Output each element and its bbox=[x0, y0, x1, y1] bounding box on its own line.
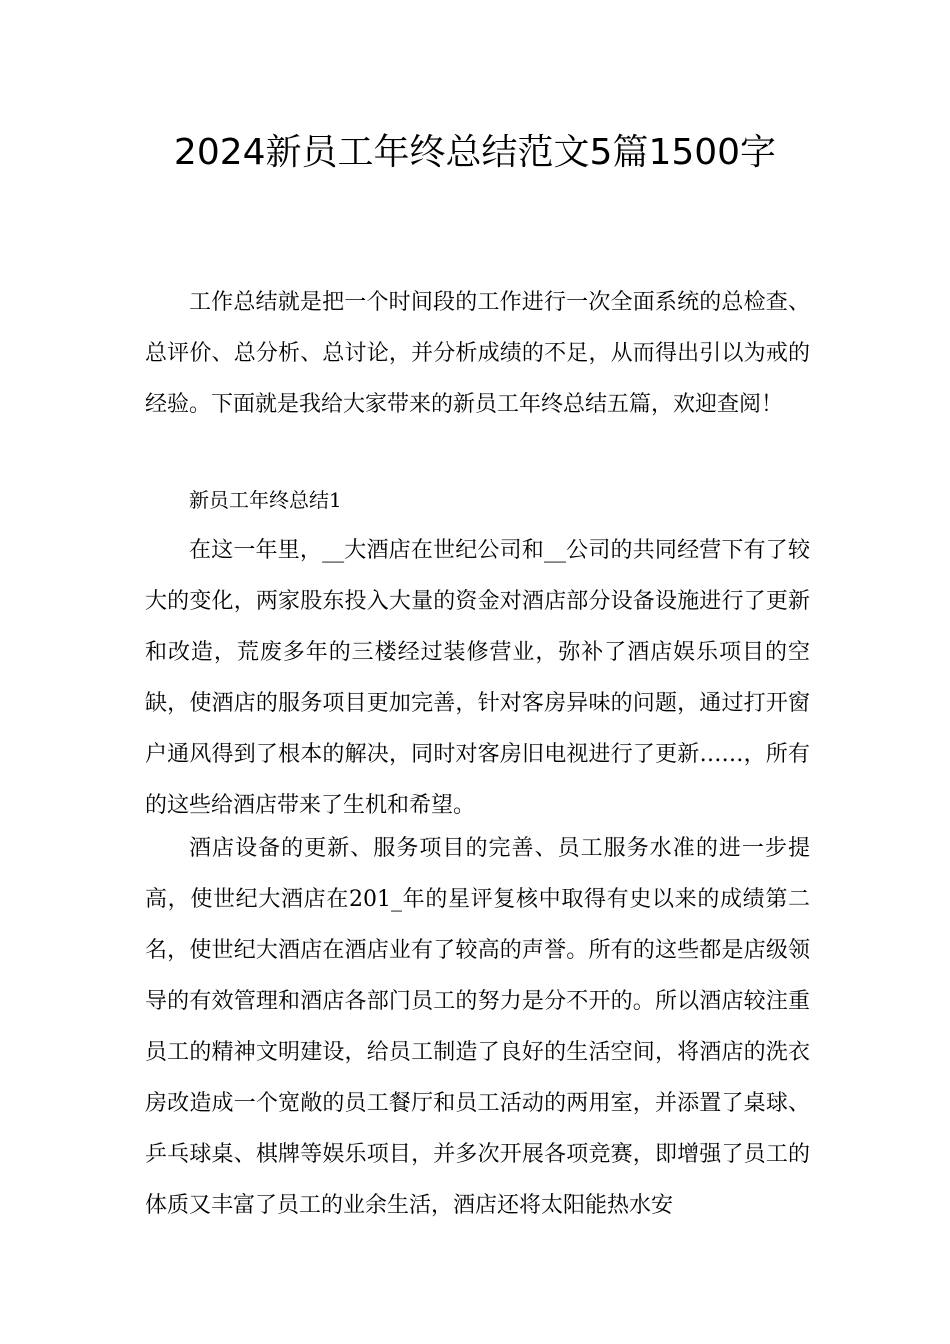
body-paragraph-1: 在这一年里，__大酒店在世纪公司和__公司的共同经营下有了较大的变化，两家股东投入大量的资金对酒店部分设备设施进行了更新和改造，荒废多年的三楼经过装修营业，弥补了酒店娱乐项目的空缺，使酒店的服务项目更加完善，针对客房异味的问题，通过打开窗户通风得到了根本的解决，同时对客房旧电视进行了更新……，所有的这些给酒店带来了生机和希望。 bbox=[145, 538, 810, 818]
section-heading: 新员工年终总结1 bbox=[189, 488, 342, 512]
document-title: 2024新员工年终总结范文5篇1500字 bbox=[173, 132, 777, 173]
body-paragraph-2: 酒店设备的更新、服务项目的完善、员工服务水准的进一步提高，使世纪大酒店在201_年的星评复核中取得有史以来的成绩第二名，使世纪大酒店在酒店业有了较高的声誉。所有的这些都是店级领导的有效管理和酒店各部门员工的努力是分不开的。所以酒店较注重员工的精神文明建设，给员工制造了良好的生活空间，将酒店的洗衣房改造成一个宽敞的员工餐厅和员工活动的两用室，并添置了桌球、乒乓球桌、棋牌等娱乐项目，并多次开展各项竞赛，即增强了员工的体质又丰富了员工的业余生活，酒店还将太阳能热水安 bbox=[145, 836, 810, 1218]
intro-paragraph: 工作总结就是把一个时间段的工作进行一次全面系统的总检查、总评价、总分析、总讨论，并分析成绩的不足，从而得出引以为戒的经验。下面就是我给大家带来的新员工年终总结五篇，欢迎查阅！ bbox=[145, 290, 810, 417]
